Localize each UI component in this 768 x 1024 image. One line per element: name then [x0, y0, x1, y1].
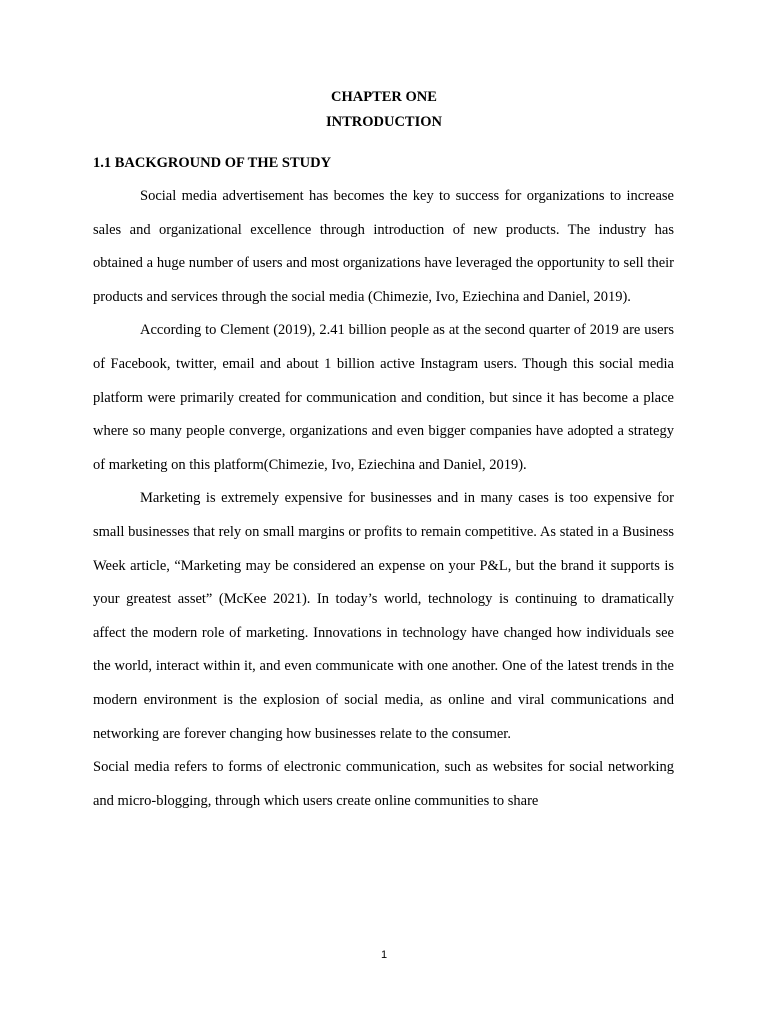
paragraph-3: Marketing is extremely expensive for businesses and in many cases is too expensive for small businesses that rely on small margins or profits to remain competitive. As stated in a Business Week article, “Marketing may be considered an expense on your P&L, but the brand it supports is your greatest asset” (McKee 2021). In today’s world, technology is continuing to dramatically affect the modern role of marketing. Innovations in technology have changed how individuals see the world, interact within it, and even communicate with one another. One of the latest trends in the modern environment is the explosion of social media, as online and viral communications and networking are forever changing how businesses relate to the consumer.: [93, 490, 674, 742]
section-heading: 1.1 BACKGROUND OF THE STUDY: [93, 155, 332, 171]
paragraph-2: According to Clement (2019), 2.41 billion people as at the second quarter of 2019 are users of Facebook, twitter, email and about 1 billion active Instagram users. Though this social media platform were primarily created for communication and condition, but since it has become a place where so many people converge, organizations and even bigger companies have adopted a strategy of marketing on this platform(Chimezie, Ivo, Eziechina and Daniel, 2019).: [93, 322, 674, 473]
paragraph-4: Social media refers to forms of electronic communication, such as websites for social networking and micro-blogging, through which users create online communities to share: [93, 759, 674, 809]
body-text: [93, 180, 674, 818]
chapter-number: CHAPTER ONE: [331, 89, 437, 105]
chapter-title: INTRODUCTION: [325, 114, 442, 130]
paragraph-1: Social media advertisement has becomes the key to success for organizations to increase sales and organizational excellence through introduction of new products. The industry has obtained a huge number of users and most organizations have leveraged the opportunity to sell their products and services through the social media (Chimezie, Ivo, Eziechina and Daniel, 2019).: [93, 188, 674, 305]
page-number: 1: [380, 949, 388, 961]
